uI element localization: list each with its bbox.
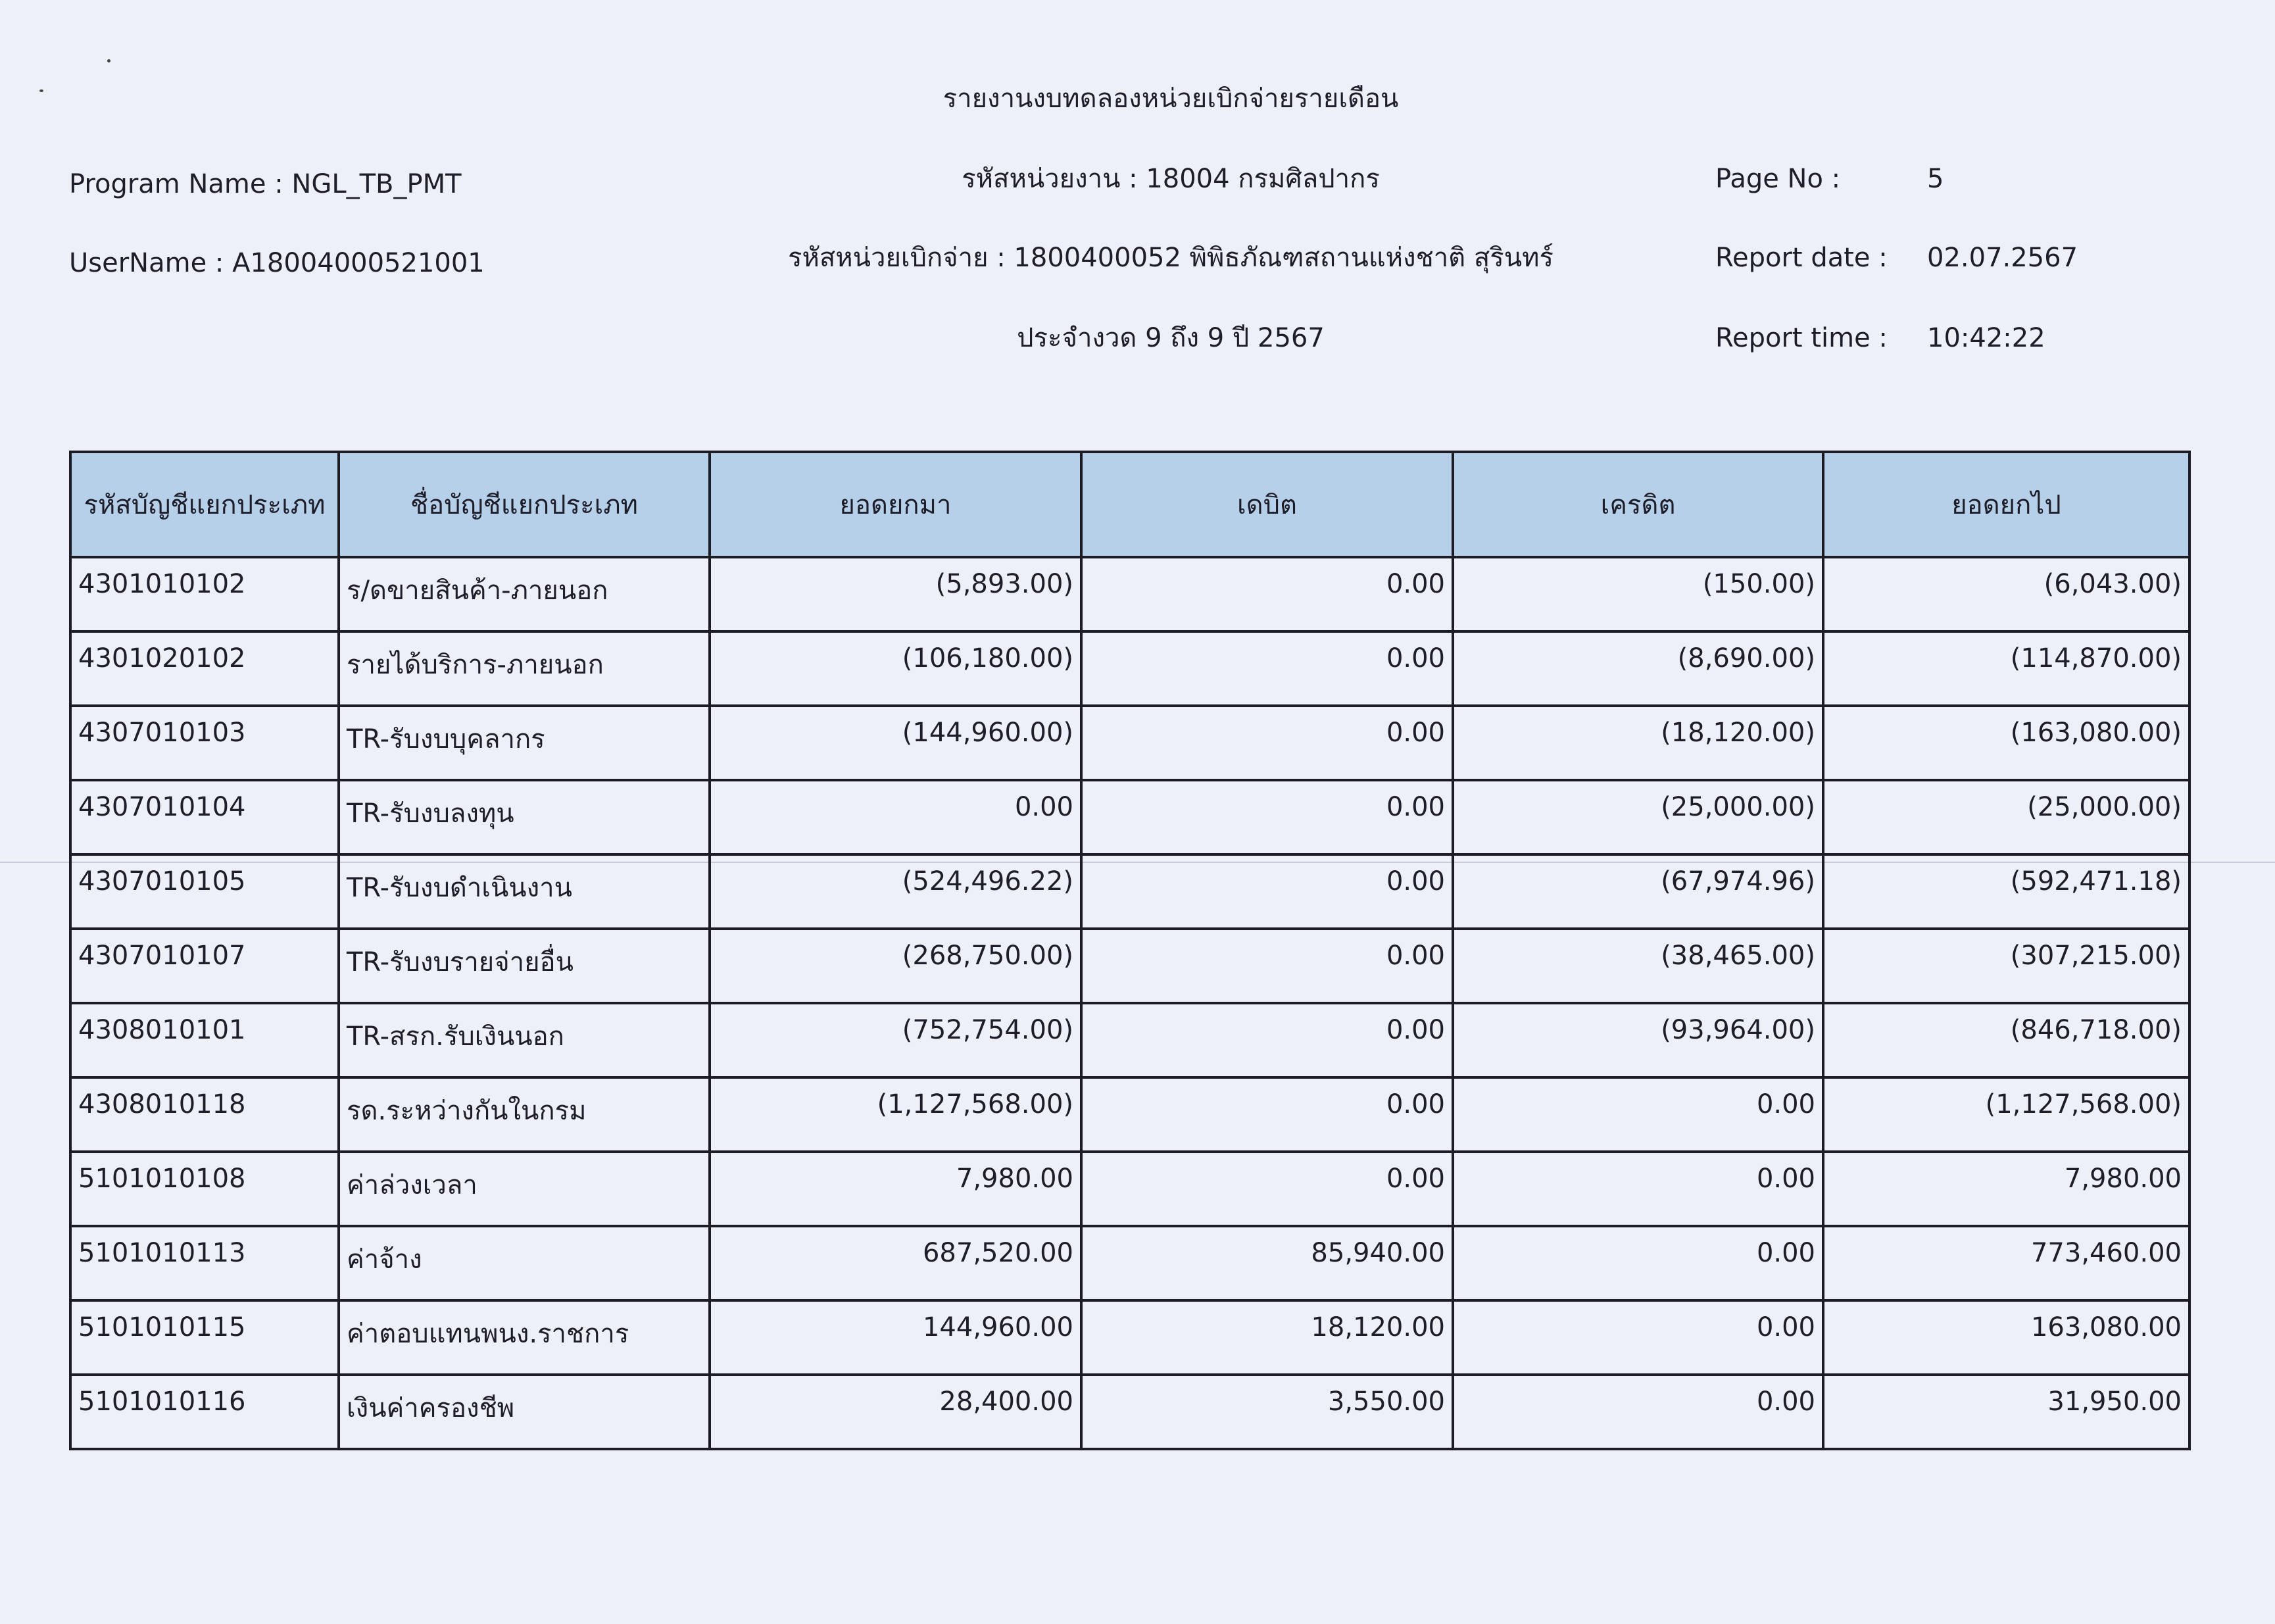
closing-balance: (114,870.00) [1823,631,2189,706]
header-debit: เดบิต [1081,452,1453,557]
opening-balance: (752,754.00) [710,1003,1081,1077]
debit: 0.00 [1081,1152,1453,1226]
debit: 0.00 [1081,929,1453,1003]
closing-balance: (6,043.00) [1823,557,2189,631]
debit: 0.00 [1081,631,1453,706]
opening-balance: 144,960.00 [710,1300,1081,1375]
account-code: 4307010104 [70,780,339,854]
closing-balance: (307,215.00) [1823,929,2189,1003]
debit: 0.00 [1081,854,1453,929]
credit: 0.00 [1453,1077,1823,1152]
credit: (150.00) [1453,557,1823,631]
scan-speck [107,59,110,62]
table-row [70,1152,2189,1226]
header-opening-balance: ยอดยกมา [710,452,1081,557]
credit: (38,465.00) [1453,929,1823,1003]
opening-balance: (524,496.22) [710,854,1081,929]
opening-balance: 7,980.00 [710,1152,1081,1226]
table-row [70,1003,2189,1077]
debit: 0.00 [1081,780,1453,854]
table-row [70,1226,2189,1300]
debit: 0.00 [1081,1077,1453,1152]
header-account-name: ชื่อบัญชีแยกประเภท [339,452,710,557]
account-name: TR-รับงบบุคลากร [339,706,710,780]
closing-balance: 7,980.00 [1823,1152,2189,1226]
page-no-value: 5 [1927,164,1944,194]
closing-balance: 31,950.00 [1823,1375,2189,1449]
account-code: 4307010105 [70,854,339,929]
table-row [70,854,2189,929]
opening-balance: (106,180.00) [710,631,1081,706]
opening-balance: 28,400.00 [710,1375,1081,1449]
account-name: รายได้บริการ-ภายนอก [339,631,710,706]
disbursing-unit: รหัสหน่วยเบิกจ่าย : 1800400052 พิพิธภัณฑสถานแห่งชาติ สุรินทร์ [788,243,1553,273]
table-row [70,929,2189,1003]
closing-balance: (1,127,568.00) [1823,1077,2189,1152]
debit: 0.00 [1081,706,1453,780]
report-period: ประจำงวด 9 ถึง 9 ปี 2567 [1017,323,1325,353]
credit: (8,690.00) [1453,631,1823,706]
account-code: 4307010103 [70,706,339,780]
opening-balance: (144,960.00) [710,706,1081,780]
closing-balance: (163,080.00) [1823,706,2189,780]
debit: 18,120.00 [1081,1300,1453,1375]
account-code: 4301010102 [70,557,339,631]
account-code: 5101010108 [70,1152,339,1226]
opening-balance: 687,520.00 [710,1226,1081,1300]
opening-balance: (268,750.00) [710,929,1081,1003]
table-row [70,557,2189,631]
credit: 0.00 [1453,1300,1823,1375]
header-credit: เครดิต [1453,452,1823,557]
debit: 85,940.00 [1081,1226,1453,1300]
table-row [70,780,2189,854]
table-row [70,706,2189,780]
account-name: ค่าจ้าง [339,1226,710,1300]
account-name: เงินค่าครองชีพ [339,1375,710,1449]
account-name: TR-รับงบดำเนินงาน [339,854,710,929]
account-name: TR-รับงบรายจ่ายอื่น [339,929,710,1003]
account-name: TR-รับงบลงทุน [339,780,710,854]
account-code: 5101010115 [70,1300,339,1375]
credit: (18,120.00) [1453,706,1823,780]
credit: (67,974.96) [1453,854,1823,929]
agency-code: รหัสหน่วยงาน : 18004 กรมศิลปากร [962,164,1380,194]
account-code: 5101010116 [70,1375,339,1449]
debit: 0.00 [1081,1003,1453,1077]
report-date-value: 02.07.2567 [1927,243,2078,273]
closing-balance: (846,718.00) [1823,1003,2189,1077]
opening-balance: (5,893.00) [710,557,1081,631]
account-code: 4308010101 [70,1003,339,1077]
trial-balance-table [69,451,2191,1450]
account-code: 5101010113 [70,1226,339,1300]
table-row [70,1375,2189,1449]
closing-balance: 163,080.00 [1823,1300,2189,1375]
username: UserName : A18004000521001 [69,248,485,278]
account-code: 4301020102 [70,631,339,706]
account-name: รด.ระหว่างกันในกรม [339,1077,710,1152]
account-name: ค่าตอบแทนพนง.ราชการ [339,1300,710,1375]
program-name: Program Name : NGL_TB_PMT [69,169,462,199]
credit: 0.00 [1453,1152,1823,1226]
credit: 0.00 [1453,1375,1823,1449]
closing-balance: 773,460.00 [1823,1226,2189,1300]
report-title: รายงานงบทดลองหน่วยเบิกจ่ายรายเดือน [942,84,1399,114]
table-row [70,1077,2189,1152]
closing-balance: (25,000.00) [1823,780,2189,854]
account-code: 4308010118 [70,1077,339,1152]
credit: (93,964.00) [1453,1003,1823,1077]
credit: (25,000.00) [1453,780,1823,854]
closing-balance: (592,471.18) [1823,854,2189,929]
table-row [70,631,2189,706]
report-time-label: Report time : [1715,323,1888,353]
account-name: ร/ดขายสินค้า-ภายนอก [339,557,710,631]
report-time-value: 10:42:22 [1927,323,2045,353]
page-no-label: Page No : [1715,164,1841,194]
header-closing-balance: ยอดยกไป [1823,452,2189,557]
report-date-label: Report date : [1715,243,1888,273]
table-row [70,1300,2189,1375]
account-code: 4307010107 [70,929,339,1003]
header-account-code: รหัสบัญชีแยกประเภท [70,452,339,557]
opening-balance: (1,127,568.00) [710,1077,1081,1152]
debit: 3,550.00 [1081,1375,1453,1449]
credit: 0.00 [1453,1226,1823,1300]
account-name: ค่าล่วงเวลา [339,1152,710,1226]
table-header-row [70,452,2189,557]
opening-balance: 0.00 [710,780,1081,854]
scan-speck [39,89,43,92]
account-name: TR-สรก.รับเงินนอก [339,1003,710,1077]
debit: 0.00 [1081,557,1453,631]
